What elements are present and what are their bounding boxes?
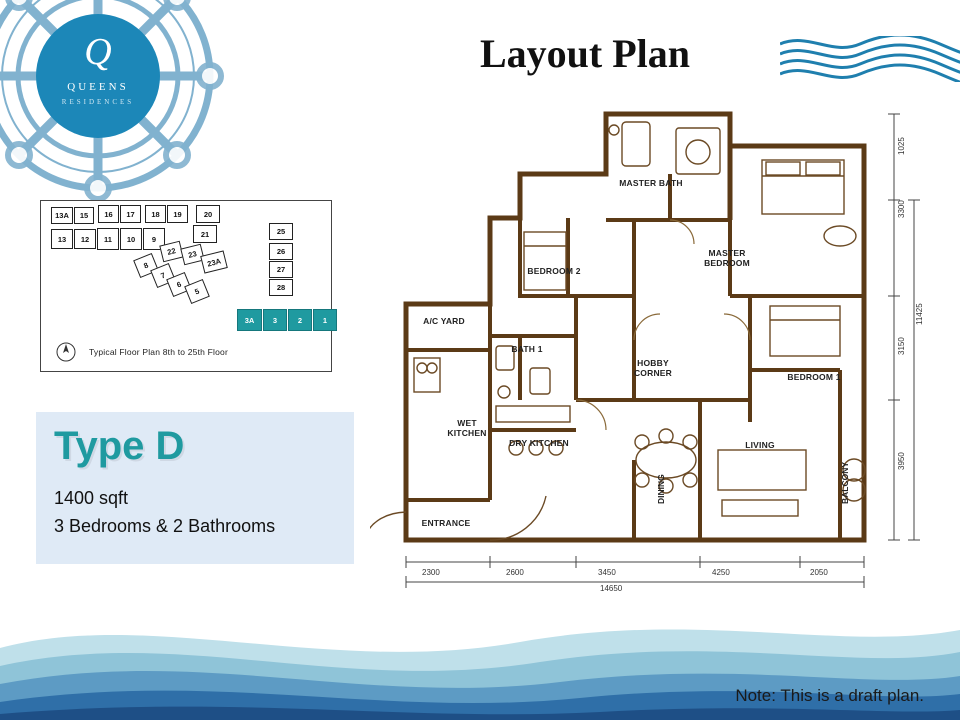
svg-text:RESIDENCES: RESIDENCES xyxy=(61,98,135,106)
key-plan-unit-label: 3A xyxy=(244,315,255,325)
room-label: A/C YARD xyxy=(423,316,465,326)
key-plan-unit-label: 10 xyxy=(126,234,136,244)
key-plan-unit-label: 19 xyxy=(173,209,182,219)
key-plan-unit xyxy=(313,309,337,331)
key-plan-unit-label: 7 xyxy=(159,270,167,281)
key-plan-unit-label: 12 xyxy=(80,234,90,244)
room-label: BEDROOM 1 xyxy=(787,372,841,382)
dimension-label: 2600 xyxy=(506,568,524,577)
key-plan-unit xyxy=(288,309,312,331)
key-plan-unit xyxy=(193,225,217,243)
key-plan-unit xyxy=(120,228,142,250)
key-plan-unit xyxy=(269,261,293,278)
key-plan-unit xyxy=(167,205,188,223)
key-plan-unit-label: 9 xyxy=(151,234,157,244)
key-plan xyxy=(40,200,332,372)
north-arrow-icon xyxy=(55,341,77,363)
room-label: WET KITCHEN xyxy=(447,418,487,438)
key-plan-unit xyxy=(263,309,287,331)
key-plan-unit-label: 25 xyxy=(276,227,286,236)
key-plan-unit-label: 20 xyxy=(203,209,213,219)
key-plan-unit-label: 23 xyxy=(187,249,198,260)
dimension-label: 4250 xyxy=(712,568,730,577)
key-plan-unit xyxy=(196,205,220,223)
key-plan-unit-label: 26 xyxy=(276,247,286,256)
queens-residences-logo xyxy=(0,0,250,228)
unit-rooms: 3 Bedrooms & 2 Bathrooms xyxy=(54,516,276,536)
dimension-label: 3450 xyxy=(598,568,616,577)
key-plan-unit xyxy=(269,243,293,260)
wave-decoration-icon xyxy=(780,36,960,82)
key-plan-unit-label: 23A xyxy=(206,255,222,269)
key-plan-unit xyxy=(51,229,73,249)
key-plan-unit-label: 5 xyxy=(193,286,201,297)
key-plan-unit-label: 22 xyxy=(166,246,177,257)
unit-area: 1400 sqft xyxy=(54,488,129,508)
key-plan-unit-label: 6 xyxy=(175,279,183,290)
key-plan-unit xyxy=(74,207,94,224)
key-plan-caption: Typical Floor Plan 8th to 25th Floor xyxy=(89,347,229,357)
key-plan-unit-label: 2 xyxy=(297,315,303,325)
key-plan-unit-label: 13 xyxy=(57,234,67,244)
unit-type-card xyxy=(36,412,354,564)
dimension-label-vertical: 1025 xyxy=(897,137,906,155)
room-label: BATH 1 xyxy=(511,344,543,354)
key-plan-unit-label: 16 xyxy=(104,209,113,219)
key-plan-unit-label: 3 xyxy=(272,315,278,325)
key-plan-unit xyxy=(200,250,228,273)
floor-plan xyxy=(370,100,940,600)
key-plan-unit xyxy=(120,205,141,223)
unit-type-title: Type D xyxy=(54,424,185,468)
room-label: MASTER BEDROOM xyxy=(704,248,750,268)
key-plan-unit xyxy=(269,223,293,240)
key-plan-unit-label: 18 xyxy=(151,209,160,219)
key-plan-unit-label: 17 xyxy=(126,209,135,219)
key-plan-unit xyxy=(97,228,119,250)
dimension-label-vertical: 3150 xyxy=(897,337,906,355)
room-label: HOBBY CORNER xyxy=(633,358,673,378)
key-plan-unit xyxy=(98,205,119,223)
dimension-label: 14650 xyxy=(600,584,623,593)
key-plan-unit xyxy=(237,309,262,331)
key-plan-unit xyxy=(51,207,73,224)
dimension-label: 2300 xyxy=(422,568,440,577)
svg-text:QUEENS: QUEENS xyxy=(67,81,129,93)
dimension-label-vertical: 11425 xyxy=(915,303,924,325)
dimension-label-vertical: 3950 xyxy=(897,452,906,470)
room-label: ENTRANCE xyxy=(421,518,471,528)
room-label: LIVING xyxy=(745,440,775,450)
dimension-label: 2050 xyxy=(810,568,828,577)
key-plan-unit-label: 27 xyxy=(276,265,286,274)
room-label: DRY KITCHEN xyxy=(509,438,569,448)
page-title: Layout Plan xyxy=(479,31,691,76)
room-label-vertical: DINING xyxy=(656,474,666,504)
key-plan-unit-label: 13A xyxy=(55,211,69,220)
room-label: BEDROOM 2 xyxy=(527,266,581,276)
key-plan-unit-label: 11 xyxy=(104,234,112,244)
dimension-label-vertical: 3300 xyxy=(897,200,906,218)
key-plan-unit xyxy=(145,205,166,223)
key-plan-unit xyxy=(269,279,293,296)
key-plan-unit-label: 8 xyxy=(142,260,150,271)
key-plan-unit-label: 28 xyxy=(276,283,286,292)
key-plan-unit-label: 15 xyxy=(79,211,89,220)
key-plan-unit-label: 21 xyxy=(200,229,210,239)
key-plan-unit xyxy=(74,229,96,249)
key-plan-unit-label: 1 xyxy=(322,315,328,325)
svg-text:Q: Q xyxy=(84,31,112,73)
room-label: MASTER BATH xyxy=(619,178,683,188)
draft-note: Note: This is a draft plan. xyxy=(735,686,924,705)
room-label-vertical: BALCONY xyxy=(840,461,850,504)
